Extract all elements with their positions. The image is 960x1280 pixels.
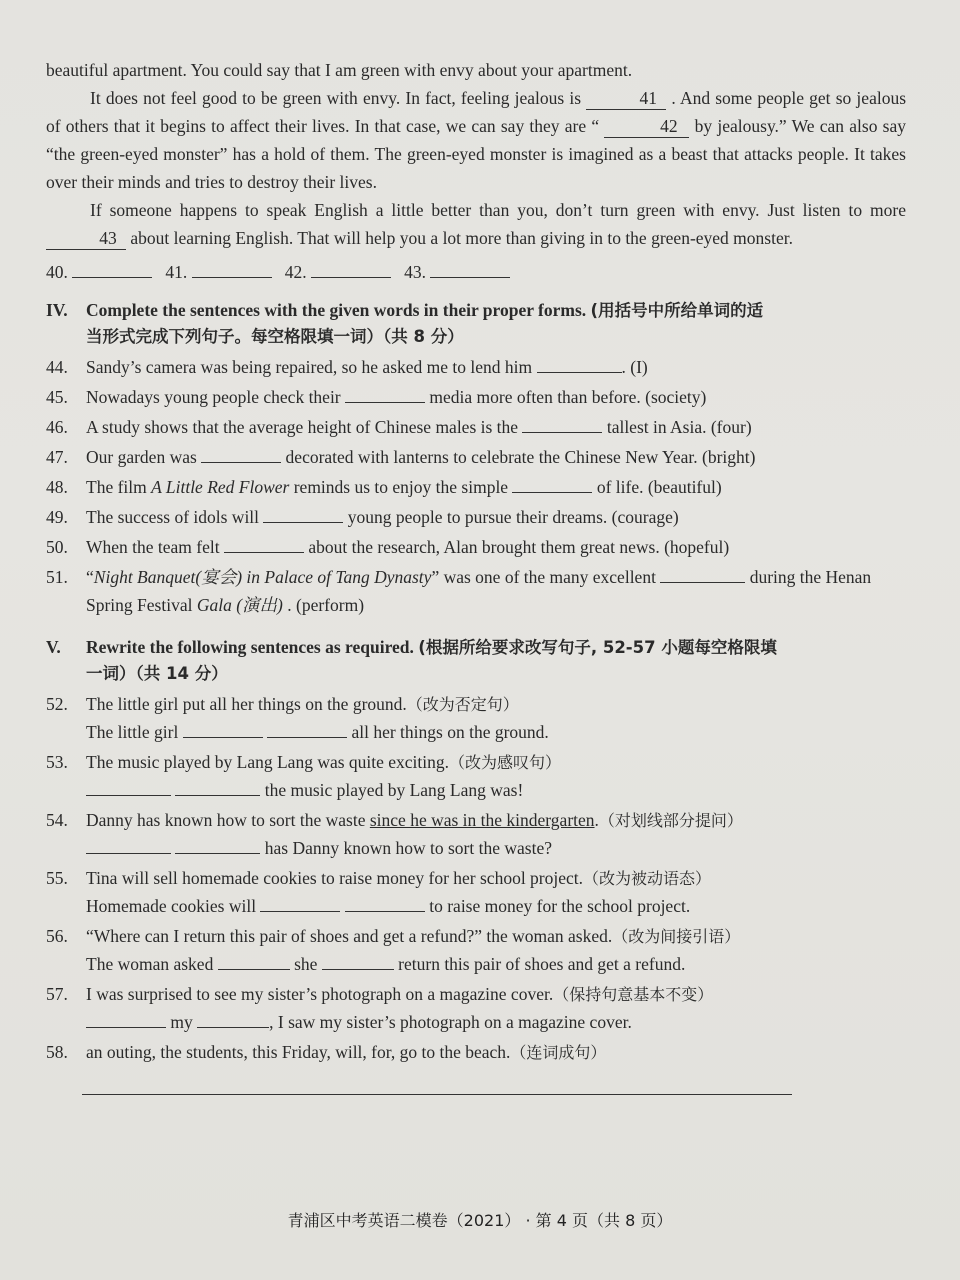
answer-42[interactable] (311, 277, 391, 278)
blank-55b[interactable] (345, 911, 425, 912)
blank-57b[interactable] (197, 1027, 269, 1028)
blank-53a[interactable] (86, 795, 171, 796)
answer-41[interactable] (192, 277, 272, 278)
question-49: 49. The success of idols will young people to pursue their dreams. (courage) (46, 506, 679, 527)
question-46: 46. A study shows that the average height of Chinese males is the tallest in Asia. (four) (46, 416, 752, 437)
question-54: 54. Danny has known how to sort the waste since he was in the kindergarten.（对划线部分提问） (46, 809, 743, 830)
question-47: 47. Our garden was decorated with lanterns to celebrate the Chinese New Year. (bright) (46, 446, 756, 467)
question-54-rewrite: has Danny known how to sort the waste? (46, 834, 906, 862)
blank-55a[interactable] (260, 911, 340, 912)
blank-53b[interactable] (175, 795, 260, 796)
blank-52a[interactable] (183, 737, 263, 738)
blank-50[interactable] (224, 552, 304, 553)
question-52: 52. The little girl put all her things on the ground.（改为否定句） (46, 693, 519, 714)
passage-line: beautiful apartment. You could say that I am green with envy about your apartment. (46, 60, 633, 80)
question-52-rewrite: The little girl all her things on the ground. (86, 721, 549, 742)
question-58: 58. an outing, the students, this Friday, will, for, go to the beach.（连词成句） (46, 1041, 607, 1062)
blank-46[interactable] (522, 432, 602, 433)
passage-paragraph-2: If someone happens to speak English a little better than you, don’t turn green with envy. Just listen to more 43 about learning English. That will help you a lot more than giving in to the green-eyed monster. (46, 196, 906, 252)
blank-45[interactable] (345, 402, 425, 403)
question-55-rewrite: Homemade cookies will to raise money for the school project. (86, 895, 691, 916)
blank-49[interactable] (263, 522, 343, 523)
page-footer: 青浦区中考英语二模卷（2021） · 第 4 页（共 8 页） (287, 1211, 673, 1230)
question-50: 50. When the team felt about the research, Alan brought them great news. (hopeful) (46, 536, 730, 557)
answer-row-40-43: 40. 41. 42. 43. (46, 258, 906, 286)
blank-44[interactable] (537, 372, 622, 373)
blank-57a[interactable] (86, 1027, 166, 1028)
question-44: 44. Sandy’s camera was being repaired, so he asked me to lend him . (I) (46, 356, 648, 377)
answer-40[interactable] (72, 277, 152, 278)
blank-48[interactable] (512, 492, 592, 493)
blank-56a[interactable] (218, 969, 290, 970)
exam-page (46, 56, 906, 1095)
blank-51[interactable] (660, 582, 745, 583)
blank-54b[interactable] (175, 853, 260, 854)
blank-54a[interactable] (86, 853, 171, 854)
question-51: 51. “Night Banquet(宴会) in Palace of Tang Dynasty” was one of the many excellent during the Henan Spring Festival Gala (演出) . (perform) (46, 566, 872, 615)
blank-42[interactable]: 42 (604, 116, 689, 138)
blank-52b[interactable] (267, 737, 347, 738)
question-53: 53. The music played by Lang Lang was quite exciting.（改为感叹句） (46, 751, 562, 772)
answer-line-58[interactable] (82, 1076, 792, 1095)
question-55: 55. Tina will sell homemade cookies to raise money for her school project.（改为被动语态） (46, 867, 712, 888)
section-v-heading: V. Rewrite the following sentences as required. (根据所给要求改写句子, 52-57 小题每空格限填 一词）（共 14 分） (46, 636, 777, 684)
blank-43[interactable]: 43 (46, 228, 126, 250)
question-57-rewrite: my , I saw my sister’s photograph on a magazine cover. (46, 1008, 906, 1036)
question-45: 45. Nowadays young people check their media more often than before. (society) (46, 386, 707, 407)
blank-47[interactable] (201, 462, 281, 463)
question-48: 48. The film A Little Red Flower reminds us to enjoy the simple of life. (beautiful) (46, 476, 722, 497)
blank-41[interactable]: 41 (586, 88, 666, 110)
answer-43[interactable] (430, 277, 510, 278)
question-56: 56. “Where can I return this pair of shoes and get a refund?” the woman asked.（改为间接引语） (46, 925, 741, 946)
section-iv-heading: IV. Complete the sentences with the given words in their proper forms. (用括号中所给单词的适 当形式完成下列句子。每空格限填一词）（共 8 分） (46, 300, 764, 347)
blank-56b[interactable] (322, 969, 394, 970)
question-57: 57. I was surprised to see my sister’s photograph on a magazine cover.（保持句意基本不变） (46, 983, 714, 1004)
question-53-rewrite: the music played by Lang Lang was! (46, 776, 906, 804)
passage-paragraph-1: It does not feel good to be green with envy. In fact, feeling jealous is 41 . And some people get so jealous of others that it begins to affect their lives. In that case, we can say they are “ 42 by jealousy.” We can also say “the green-eyed monster” has a hold of them. The green-eyed monster is imagined as a beast that attacks people. It takes over their minds and tries to destroy their lives. (46, 88, 907, 192)
question-56-rewrite: The woman asked she return this pair of shoes and get a refund. (86, 953, 686, 974)
